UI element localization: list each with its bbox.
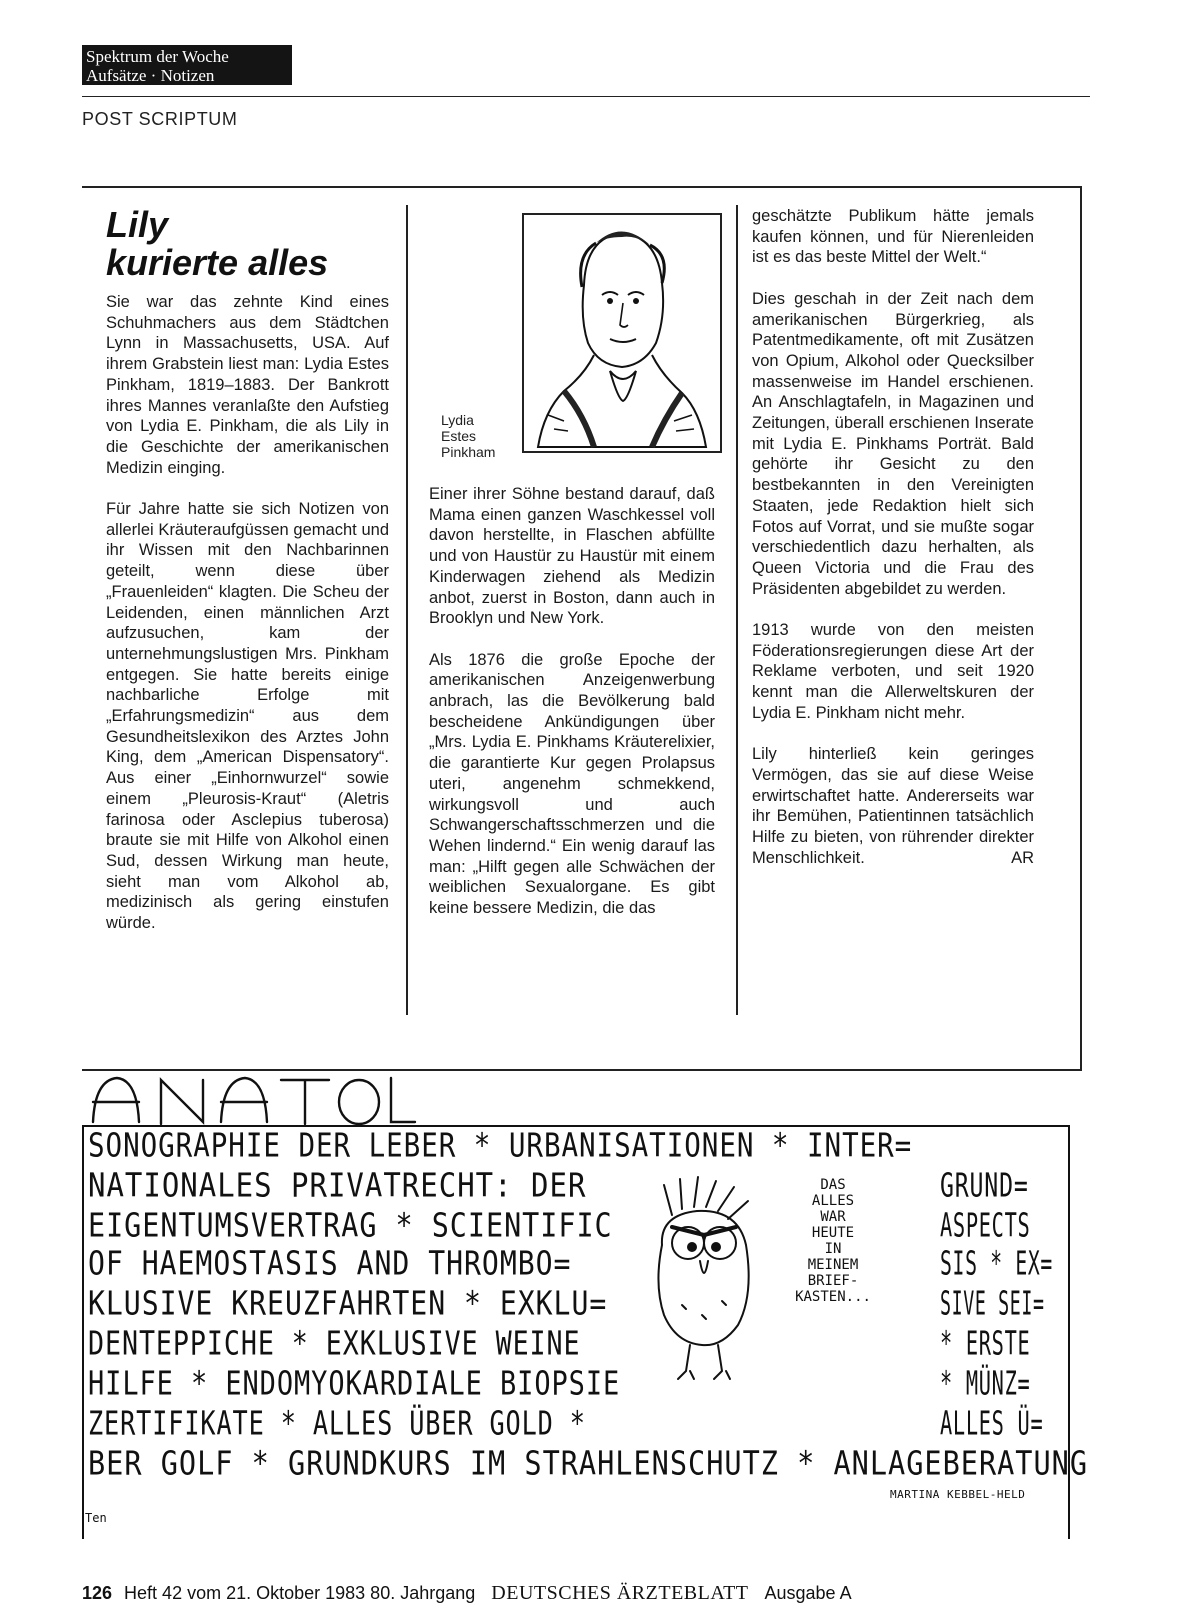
cartoon-right-line: SIVE SEI= xyxy=(940,1283,1045,1323)
portrait-caption xyxy=(441,412,495,460)
cartoon-line: BER GOLF * GRUNDKURS IM STRAHLENSCHUTZ * ANLAGEBERATUNG xyxy=(88,1443,1089,1483)
owl-illustration xyxy=(642,1175,772,1385)
article-title-line1: Lily xyxy=(106,204,169,245)
portrait-image xyxy=(522,213,722,453)
paragraph: Sie war das zehnte Kind eines Schuhmachers aus dem Städtchen Lynn in Massachusetts, USA. Auf ihrem Grabstein liest man: Lydia Estes Pinkham, 1819–1883. Der Bankrott ihres Mannes veranlaßte den Aufstieg von Lydia E. Pinkham, die als Lily in die Geschichte der amerikanischen Medizin einging. xyxy=(106,293,389,477)
cartoon-line: KLUSIVE KREUZFAHRTEN * EXKLU= xyxy=(88,1283,608,1323)
cartoon-right-line: ALLES Ü= xyxy=(940,1403,1044,1443)
column-rule-1 xyxy=(406,205,408,1015)
paragraph-text: Lily hinterließ kein geringes Vermögen, das sie auf diese Weise erwirtschaftet hatte. Andererseits war ihr Bemühen, Patientinnen tatsächlich Hilfe zu bieten, von rührender direkter Menschlichkeit. xyxy=(752,745,1034,867)
cartoon-line: NATIONALES PRIVATRECHT: DER xyxy=(88,1165,587,1205)
bubble-line: ALLES xyxy=(811,1193,855,1209)
cartoon-right-line: * MÜNZ= xyxy=(940,1363,1031,1403)
article-column-3 xyxy=(752,206,1034,868)
cartoon-right-line: ASPECTS xyxy=(940,1205,1031,1245)
cartoon-line: ZERTIFIKATE * ALLES ÜBER GOLD * xyxy=(88,1403,586,1443)
journal-name: DEUTSCHES ÄRZTEBLATT xyxy=(491,1582,749,1604)
edition: Ausgabe A xyxy=(764,1583,852,1603)
cartoon-line: OF HAEMOSTASIS AND THROMBO= xyxy=(88,1243,572,1283)
section-label-line2: Aufsätze · Notizen xyxy=(86,66,215,85)
column-rule-2 xyxy=(736,205,738,1015)
article-title xyxy=(106,206,406,282)
portrait-illustration xyxy=(524,215,720,451)
bubble-line: BRIEF- xyxy=(807,1273,859,1289)
article-column-2 xyxy=(429,484,715,919)
caption-line: Lydia xyxy=(441,412,474,428)
caption-line: Pinkham xyxy=(441,444,496,460)
cartoon-line: HILFE * ENDOMYOKARDIALE BIOPSIE xyxy=(88,1363,621,1403)
cartoon-right-line: SIS * EX= xyxy=(940,1243,1053,1283)
cartoon-right-line: * ERSTE xyxy=(940,1323,1031,1363)
bubble-line: KASTEN... xyxy=(795,1289,871,1305)
paragraph: 1913 wurde von den meisten Föderationsregierungen diese Art der Reklame verboten, und seit 1920 kennt man die Allerweltskuren der Lydia E. Pinkham nicht mehr. xyxy=(752,621,1034,722)
cartoon-right-line: GRUND= xyxy=(940,1165,1029,1205)
bubble-line: WAR xyxy=(820,1209,846,1225)
bubble-line: IN xyxy=(824,1241,842,1257)
issue-info: Heft 42 vom 21. Oktober 1983 80. Jahrgang xyxy=(124,1583,476,1603)
section-label-line1: Spektrum der Woche xyxy=(86,47,229,66)
page-footer xyxy=(82,1582,852,1605)
owl-drawing xyxy=(642,1175,772,1385)
section-badge xyxy=(82,45,292,85)
top-rule xyxy=(82,96,1090,97)
author-signature: AR xyxy=(1011,848,1034,867)
paragraph: Einer ihrer Söhne bestand darauf, daß Mama einen ganzen Waschkessel voll davon herstellte, in Flaschen abfüllte und von Haustür zu Haustür mit einem Kinderwagen ziehend als Medizin anbot, zuerst in Boston, dann auch in Brooklyn und New York. xyxy=(429,485,715,628)
bubble-line: HEUTE xyxy=(811,1225,855,1241)
paragraph: geschätzte Publikum hätte jemals kaufen können, und für Nierenleiden ist es das beste Mittel der Welt.“ xyxy=(752,207,1034,267)
bubble-line: MEINEM xyxy=(807,1257,859,1273)
bubble-line: DAS xyxy=(820,1177,846,1193)
page-number: 126 xyxy=(82,1583,113,1603)
cartoon-credit: MARTINA KEBBEL-HELD xyxy=(890,1488,1026,1501)
cartoon-line: EIGENTUMSVERTRAG * SCIENTIFIC xyxy=(88,1205,613,1245)
article-column-1 xyxy=(106,292,389,934)
paragraph: Für Jahre hatte sie sich Notizen von allerlei Kräuteraufgüssen gemacht und ihr Wissen mit den Nachbarinnen geteilt, wenn diese über „Frauenleiden“ klagten. Die Scheu der Leidenden, einen männlichen Arzt aufzusuchen, kam der unternehmungslustigen Mrs. Pinkham entgegen. Sie hatte bereits einige nachbarliche Erfolge mit „Erfahrungsmedizin“ aus dem Gesundheitslexikon des Arztes John King, dem „American Dispensatory“. Aus einer „Einhornwurzel“ sowie einem „Pleurosis-Kraut“ (Aletris farinosa oder Asclepius tuberosa) braute sie mit Hilfe von Alkohol einen Sud, dessen Wirkung man heute, sieht man vom Alkohol ab, medizinisch als gering einstufen würde. xyxy=(106,500,389,933)
paragraph: Dies geschah in der Zeit nach dem amerikanischen Bürgerkrieg, als Patentmedikamente, oft mit Zusätzen von Opium, Alkohol oder Quecksilber massenweise im Handel erschienen. An Anschlagtafeln, in Magazinen und Zeitungen, überall erschienen Inserate mit Lydia E. Pinkhams Porträt. Bald gehörte ihr Gesicht zu den bestbekannten in den Vereinigten Staaten, jede Redaktion hielt sich Fotos auf Vorrat, und sie mußte sogar verschiedentlich dazu herhalten, als Queen Victoria und die Frau des Präsidenten abgebildet zu werden. xyxy=(752,289,1034,598)
speech-bubble-text xyxy=(778,1177,888,1305)
paragraph: Als 1876 die große Epoche der amerikanischen Anzeigenwerbung anbrach, las die Bevölkerung bald bescheidene Ankündigungen über „Mrs. Lydia E. Pinkhams Kräuterelixier, die garantierte Kur gegen Prolapsus uteri, angenehm schmekkend, wirkungsvoll und auch Schwangerschaftsschmerzen und die Wehen lindernd.“ Ein wenig darauf las man: „Hilft gegen alle Schwächen der weiblichen Sexualorgane. Es gibt keine bessere Medizin, die das xyxy=(429,650,715,918)
cartoon-line: DENTEPPICHE * EXKLUSIVE WEINE xyxy=(88,1323,581,1363)
cartoon-line: SONOGRAPHIE DER LEBER * URBANISATIONEN * INTER= xyxy=(88,1125,913,1165)
caption-line: Estes xyxy=(441,428,477,444)
cartoon-initials: Ten xyxy=(85,1511,107,1525)
paragraph xyxy=(752,744,1034,868)
kicker: POST SCRIPTUM xyxy=(82,109,238,129)
article-title-line2: kurierte alles xyxy=(106,242,329,283)
